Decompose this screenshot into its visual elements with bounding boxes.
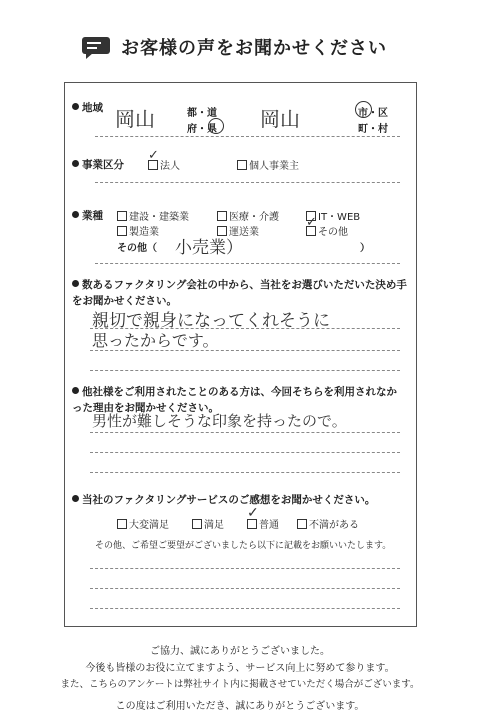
- city-handwritten: 岡山: [260, 107, 300, 131]
- fu-ken-label: 府・県: [187, 124, 217, 135]
- page-title: お客様の声をお聞かせください: [121, 38, 387, 59]
- checkbox[interactable]: [192, 519, 202, 529]
- prefecture-suffix-circle: [208, 118, 224, 134]
- checkbox[interactable]: [237, 160, 247, 170]
- checkbox[interactable]: [117, 519, 127, 529]
- other-line-1: [90, 432, 400, 433]
- area-line: [95, 136, 400, 137]
- footer-line3: また、こちらのアンケートは弊社サイト内に掲載させていただく場合がございます。: [60, 679, 420, 690]
- other-handwritten: 小売業）: [175, 238, 243, 258]
- other-line-2: [90, 452, 400, 453]
- option-satisfied[interactable]: 満足: [192, 516, 224, 531]
- check-mark: ✓: [148, 148, 159, 163]
- footer-line2: 今後も皆様のお役に立てますよう、サービス向上に努めて参ります。: [85, 663, 395, 674]
- industry-label: 業種: [72, 208, 103, 223]
- option-other[interactable]: その他: [306, 223, 348, 238]
- check-mark: ✓: [306, 215, 317, 230]
- option-manufacturing[interactable]: 製造業: [117, 223, 159, 238]
- option-medical[interactable]: 医療・介護: [217, 208, 279, 223]
- area-section-label: 地域: [72, 100, 103, 115]
- other-label: その他（: [117, 243, 157, 254]
- reason-line-3: [90, 370, 400, 371]
- checkbox[interactable]: [117, 226, 127, 236]
- reason-answer-line2: 思ったからです。: [92, 331, 219, 350]
- to-dou-label: 都・道: [187, 108, 217, 119]
- other-close: ）: [360, 243, 370, 254]
- request-line-1: [90, 568, 400, 569]
- city-suffix-circle: [355, 101, 372, 118]
- request-line-2: [90, 588, 400, 589]
- footer-line1: ご協力、誠にありがとうございました。: [150, 646, 330, 657]
- option-sole-proprietor[interactable]: 個人事業主: [237, 157, 299, 172]
- prefecture-handwritten: 岡山: [115, 107, 155, 131]
- check-mark: ✓: [247, 505, 259, 521]
- shi-ku-label: 市・区: [358, 108, 388, 119]
- option-transport[interactable]: 運送業: [217, 223, 259, 238]
- business-type-label: 事業区分: [72, 157, 124, 172]
- footer-line4: この度はご利用いただき、誠にありがとうございます。: [115, 701, 365, 712]
- cho-son-label: 町・村: [358, 124, 388, 135]
- reason-question: 数あるファクタリング会社の中から、当社をお選びいただいた決め手をお聞かせください。: [72, 279, 407, 307]
- other-company-question: 他社様をご利用されたことのある方は、今回そちらを利用されなかった理由をお聞かせください。: [72, 386, 397, 414]
- option-very-satisfied[interactable]: 大変満足: [117, 516, 169, 531]
- business-line: [95, 182, 400, 183]
- option-construction[interactable]: 建設・建築業: [117, 208, 189, 223]
- checkbox[interactable]: [217, 211, 227, 221]
- checkbox[interactable]: [297, 519, 307, 529]
- option-dissatisfied[interactable]: 不満がある: [297, 516, 359, 531]
- other-company-answer: 男性が難しそうな印象を持ったので。: [92, 412, 347, 430]
- request-line-3: [90, 608, 400, 609]
- option-it-web[interactable]: IT・WEB: [306, 208, 360, 223]
- industry-line: [95, 263, 400, 264]
- reason-line-2: [90, 350, 400, 351]
- request-text: その他、ご希望ご要望がございましたら以下に記載をお願いいたします。: [95, 541, 392, 551]
- checkbox[interactable]: [117, 211, 127, 221]
- satisfaction-question: 当社のファクタリングサービスのご感想をお聞かせください。: [72, 492, 375, 507]
- other-line-3: [90, 472, 400, 473]
- reason-answer-line1: 親切で親身になってくれそうに: [92, 311, 330, 331]
- option-normal[interactable]: 普通: [247, 516, 279, 531]
- option-corporation[interactable]: 法人: [148, 157, 180, 172]
